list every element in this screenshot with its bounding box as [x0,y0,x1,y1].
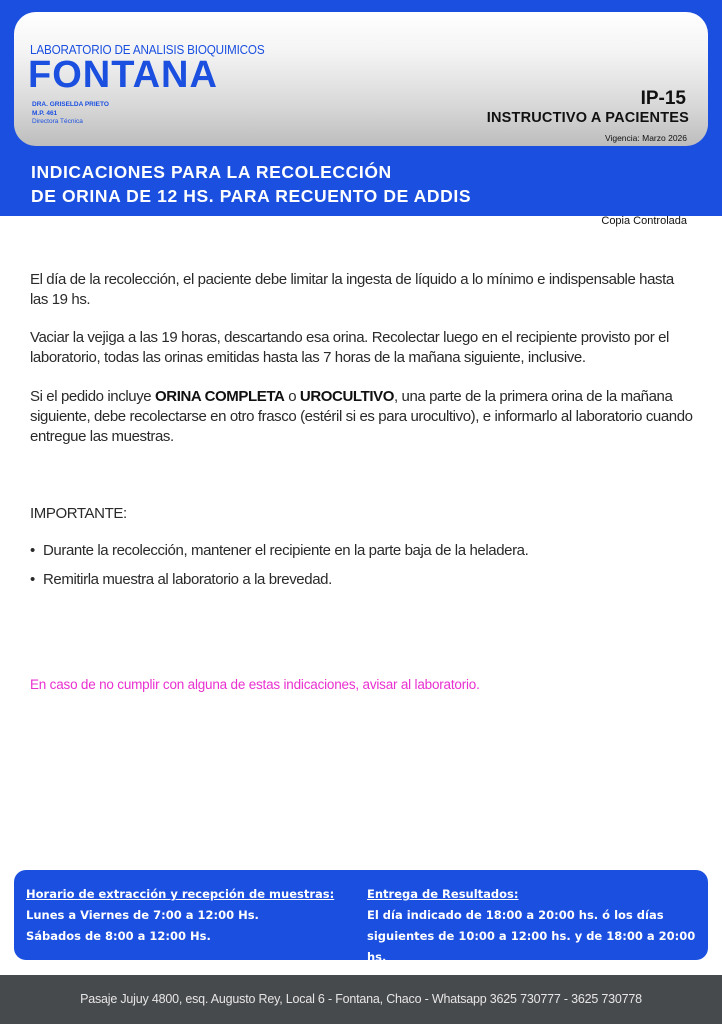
important-list [30,541,528,599]
list-item-text: Durante la recolección, mantener el recipiente en la parte baja de la heladera. [43,542,529,559]
instruction-paragraph-1: El día de la recolección, el paciente debe limitar la ingesta de líquido a lo mínimo e indispensable hasta las 19 hs. [30,271,674,308]
document-type: INSTRUCTIVO A PACIENTES [486,110,689,126]
p3-text-mid: o [284,388,300,405]
warning-notice: En caso de no cumplir con alguna de estas indicaciones, avisar al laboratorio. [30,677,480,692]
results-delivery-line-1: El día indicado de 18:00 a 20:00 hs. ó los días [367,908,664,922]
results-delivery-heading: Entrega de Resultados: [367,887,519,901]
list-item-text: Remitirla muestra al laboratorio a la brevedad. [43,571,332,588]
extraction-hours-heading: Horario de extracción y recepción de muestras: [26,887,335,901]
validity-date: Vigencia: Marzo 2026 [604,133,687,143]
page-title [31,160,471,208]
p3-text-post: , una parte de la primera orina de la mañana siguiente, debe recolectarse en otro frasco (estéril si es para urocultivo), e informarlo al laboratorio cuando entregue las muestras. [30,388,693,445]
extraction-hours-weekdays: Lunes a Viernes de 7:00 a 12:00 Hs. [26,908,259,922]
p3-bold-urocultivo: UROCULTIVO [299,388,394,405]
director-info [32,101,109,127]
extraction-hours-saturday: Sábados de 8:00 a 12:00 Hs. [26,929,211,943]
document-code: IP-15 [640,88,686,109]
p3-bold-orina-completa: ORINA COMPLETA [155,388,285,405]
lab-subtitle: LABORATORIO DE ANALISIS BIOQUIMICOS [30,42,265,57]
results-delivery-line-2: siguientes de 10:00 a 12:00 hs. y de 18:00 a 20:00 hs. [367,929,696,964]
bullet-icon: • [30,571,35,588]
list-item [30,541,528,561]
bullet-icon: • [30,542,35,559]
instruction-paragraph-2: Vaciar la vejiga a las 19 horas, descartando esa orina. Recolectar luego en el recipiente provisto por el laboratorio, todas las orinas emitidas hasta las 7 horas de la mañana siguiente, inclusive. [30,329,669,366]
results-delivery [367,884,708,968]
list-item [30,570,528,590]
title-line-2: DE ORINA DE 12 HS. PARA RECUENTO DE ADDIS [31,186,472,206]
director-role: Directora Técnica [32,118,83,125]
director-mp: M.P. 461 [32,109,58,117]
p3-text-pre: Si el pedido incluye [30,388,156,405]
lab-logo-name: FONTANA [28,54,218,96]
important-heading: IMPORTANTE: [30,505,127,522]
title-line-1: INDICACIONES PARA LA RECOLECCIÓN [31,162,392,182]
footer-contact: Pasaje Jujuy 4800, esq. Augusto Rey, Local 6 - Fontana, Chaco - Whatsapp 3625 730777 - 3625 730778 [0,975,722,1024]
schedule-box [14,870,708,964]
instruction-paragraph-3 [30,387,695,447]
director-name: DRA. GRISELDA PRIETO [32,101,109,108]
controlled-copy-label: Copia Controlada [601,215,687,227]
extraction-hours [26,884,334,947]
header-card [14,12,708,146]
